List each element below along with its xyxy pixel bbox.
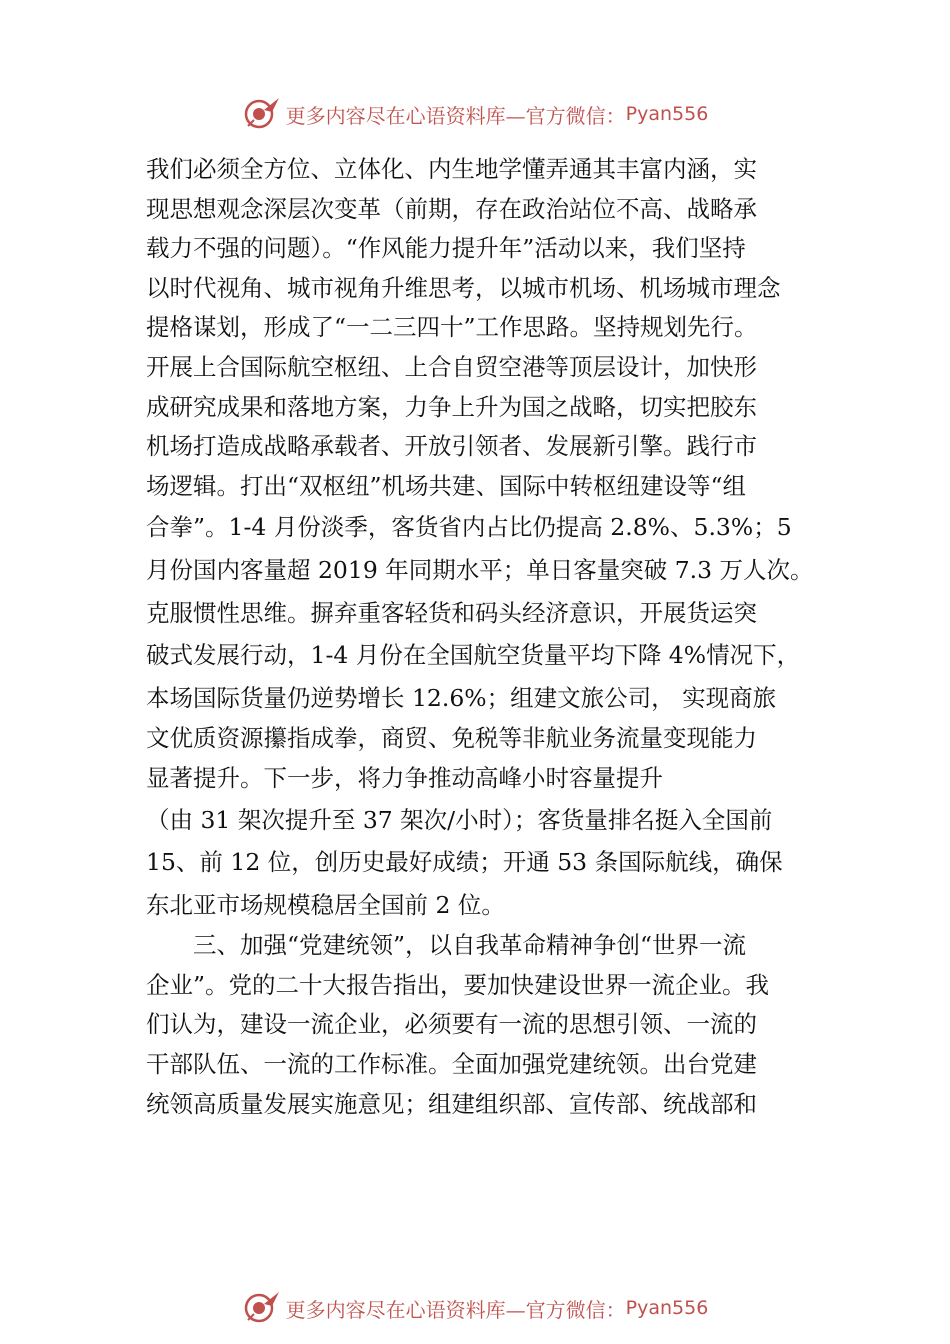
text-line: 开展上合国际航空枢纽、上合自贸空港等顶层设计，加快形	[146, 352, 757, 381]
text-line: 以时代视角、城市视角升维思考，以城市机场、机场城市理念	[146, 273, 781, 302]
text-line: （由 31 架次提升至 37 架次/小时）；客货量排名挺入全国前	[146, 805, 773, 834]
quill-logo-icon	[242, 1290, 282, 1326]
watermark-wechat-id: Pyan556	[625, 1297, 709, 1319]
header-watermark	[0, 94, 950, 134]
text-line: 破式发展行动，1-4 月份在全国航空货量平均下降 4%情况下，	[146, 641, 801, 670]
text-line: 合拳”。1-4 月份淡季，客货省内占比仍提高 2.8%、5.3%；5	[146, 513, 792, 542]
text-line: 月份国内客量超 2019 年同期水平；单日客量突破 7.3 万人次。	[146, 555, 814, 584]
text-line: 企业”。党的二十大报告指出，要加快建设世界一流企业。我	[146, 970, 770, 999]
text-line: 们认为，建设一流企业，必须要有一流的思想引领、一流的	[146, 1010, 757, 1039]
text-line: 载力不强的问题）。“作风能力提升年”活动以来，我们坚持	[146, 234, 746, 263]
watermark-wechat-id: Pyan556	[625, 103, 709, 125]
text-line: 15、前 12 位，创历史最好成绩；开通 53 条国际航线，确保	[146, 848, 783, 877]
text-line: 机场打造成战略承载者、开放引领者、发展新引擎。践行市	[146, 432, 757, 461]
text-line: 克服惯性思维。摒弃重客轻货和码头经济意识，开展货运突	[146, 598, 757, 627]
text-line: 成研究成果和落地方案，力争上升为国之战略，切实把胶东	[146, 392, 757, 421]
text-line: 干部队伍、一流的工作标准。全面加强党建统领。出台党建	[146, 1050, 757, 1079]
document-body	[146, 150, 822, 1124]
watermark-text: 更多内容尽在心语资料库—官方微信：	[285, 1297, 626, 1322]
section-heading-line: 三、加强“党建统领”，以自我革命精神争创“世界一流	[193, 931, 747, 960]
watermark-text: 更多内容尽在心语资料库—官方微信：	[285, 103, 626, 128]
text-line: 我们必须全方位、立体化、内生地学懂弄通其丰富内涵，实	[146, 155, 757, 183]
text-line: 显著提升。下一步，将力争推动高峰小时容量提升	[146, 763, 663, 792]
text-line: 现思想观念深层次变革（前期，存在政治站位不高、战略承	[146, 194, 757, 223]
text-line: 提格谋划，形成了“一二三四十”工作思路。坚持规划先行。	[146, 313, 758, 342]
text-line: 统领高质量发展实施意见；组建组织部、宣传部、统战部和	[146, 1089, 757, 1118]
footer-watermark	[0, 1288, 950, 1328]
quill-logo-icon	[242, 96, 282, 132]
text-line: 本场国际货量仍逆势增长 12.6%；组建文旅公司， 实现商旅	[146, 683, 777, 712]
text-line: 文优质资源攥指成拳，商贸、免税等非航业务流量变现能力	[146, 724, 757, 753]
text-line: 场逻辑。打出“双枢纽”机场共建、国际中转枢纽建设等“组	[146, 471, 747, 500]
text-line: 东北亚市场规模稳居全国前 2 位。	[146, 890, 505, 919]
